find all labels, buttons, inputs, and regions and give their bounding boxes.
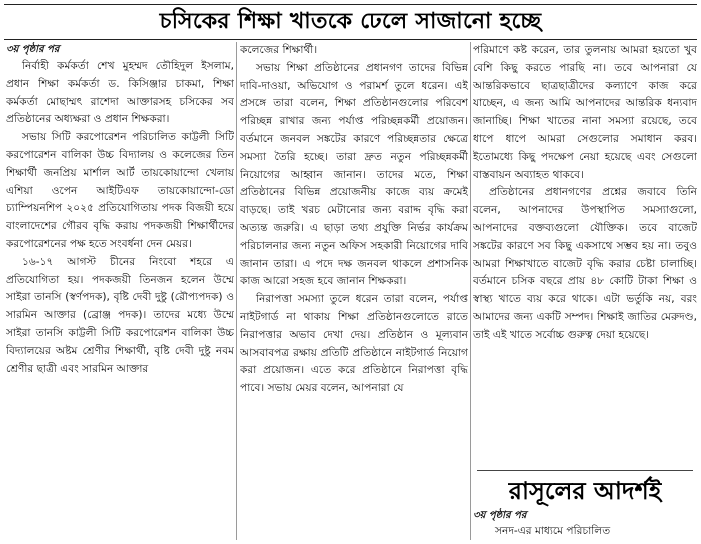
paragraph: ১৬-১৭ আগস্ট চীনের নিংবো শহরে এ প্রতিযোগিতা হয়। পদকজয়ী তিনজন হলেন উম্মে সাইরা তানসি (স্বর্ণপদক), বৃষ্টি দেবী দুষ্টু (রৌপ্যপদক) ও সারমিন আক্তার (ব্রোঞ্জ পদক)। তাদের মধ্যে উম্মে সাইরা তানসি কাট্টলী সিটি করপোরেশন বালিকা উচ্চ বিদ্যালয়ের অষ্টম শ্রেণীর শিক্ষার্থী, বৃষ্টি দেবী দুষ্টু নবম শ্রেণীর ছাত্রী এবং সারমিন আক্তার bbox=[6, 255, 234, 375]
headline-bar bbox=[4, 4, 697, 40]
sub-article-headline: রাসূলের আদর্শই bbox=[508, 477, 662, 505]
paragraph: নির্বাহী কর্মকর্তা শেখ মুহম্মদ তৌহিদুল ইসলাম, প্রধান শিক্ষা কর্মকর্তা ড. কিসিঞ্জার চাকমা, শিক্ষা কর্মকর্তা মোছাম্মৎ রাশেদা আক্তারসহ চসিকের সব প্রতিষ্ঠানের অধ্যক্ষরা ও প্রধান শিক্ষকরা। bbox=[6, 60, 234, 126]
continued-label: ৩য় পৃষ্ঠার পর bbox=[6, 44, 60, 55]
article-column-2 bbox=[240, 42, 468, 542]
column-divider bbox=[470, 42, 471, 540]
sub-article bbox=[473, 470, 697, 544]
sub-article-rule bbox=[477, 470, 693, 471]
paragraph: নিরাপত্তা সমস্যা তুলে ধরেন তারা বলেন, পর্যাপ্ত নাইটগার্ড না থাকায় শিক্ষা প্রতিষ্ঠানগুলোতে রাতে নিরাপত্তার অভাব দেখা দেয়। প্রতিষ্ঠান ও মূল্যবান আসবাবপত্র রক্ষায় প্রতিটি প্রতিষ্ঠানে নাইটগার্ড নিয়োগ করা প্রয়োজন। এতে করে প্রতিষ্ঠানে নিরাপত্তা বৃদ্ধি পাবে। সভায় মেয়র বলেন, আপনারা যে bbox=[240, 293, 468, 395]
paragraph: সভায় শিক্ষা প্রতিষ্ঠানের প্রধানগণ তাদের বিভিন্ন দাবি-দাওয়া, অভিযোগ ও পরামর্শ তুলে ধরেন। এই প্রসঙ্গে তারা বলেন, শিক্ষা প্রতিষ্ঠানগুলোর পরিবেশ পরিচ্ছন্ন রাখার জন্য পর্যাপ্ত পরিচ্ছন্নকর্মী প্রয়োজন। বর্তমানে জনবল সঙ্কটের কারণে পরিচ্ছন্নতার ক্ষেত্রে সমস্যা তৈরি হচ্ছে। তারা দ্রুত নতুন পরিচ্ছন্নকর্মী নিয়োগের আহ্বান জানান। তাদের মতে, শিক্ষা প্রতিষ্ঠানের বিভিন্ন প্রয়োজনীয় কাজে ব্যয় ক্রমেই বাড়ছে। তাই খরচ মেটানোর জন্য বরাদ্দ বৃদ্ধি করা অত্যন্ত জরুরি। এ ছাড়া তথ্য প্রযুক্তি নির্ভর কার্যক্রম পরিচালনার জন্য নতুন অফিস সহকারী নিয়োগের দাবি জানান তারা। এ পদে দক্ষ জনবল থাকলে প্রশাসনিক কাজ আরো সহজ হবে জানান শিক্ষকরা। bbox=[240, 61, 468, 288]
paragraph: প্রতিষ্ঠানের প্রধানগণের প্রশ্নের জবাবে তিনি বলেন, আপনাদের উপস্থাপিত সমস্যাগুলো, আপনাদের বক্তব্যগুলো যৌক্তিক। তবে বাজেট সঙ্কটের কারণে সব কিছু একসাথে সম্ভব হয় না। তবুও আমরা শিক্ষাখাতে বাজেট বৃদ্ধি করার চেষ্টা চালাচ্ছি। বর্তমানে চসিক বছরে প্রায় ৪৮ কোটি টাকা শিক্ষা ও স্বাস্থ্য খাতে ব্যয় করে থাকে। এটা ভর্তুকি নয়, বরং আমাদের জন্য একটি সম্পদ। শিক্ষাই জাতির মেরুদণ্ড, তাই এই খাতে সর্বোচ্চ গুরুত্ব দেয়া হয়েছে। bbox=[473, 186, 697, 341]
column-divider bbox=[236, 42, 237, 540]
paragraph: কলেজের শিক্ষার্থী। bbox=[240, 44, 318, 56]
paragraph: পরিমাণে কষ্ট করেন, তার তুলনায় আমরা হয়তো খুব বেশি কিছু করতে পারছি না। তবে আপনারা যে আন্তরিকভাবে ছাত্রছাত্রীদের কল্যাণে কাজ করে যাচ্ছেন, এ জন্য আমি আপনাদের আন্তরিক ধন্যবাদ জানাচ্ছি। শিক্ষা খাতের নানা সমস্যা রয়েছে, তবে ধাপে ধাপে আমরা সেগুলোর সমাধান করব। ইতোমধ্যে কিছু পদক্ষেপ নেয়া হয়েছে এবং সেগুলো বাস্তবায়ন অব্যাহত থাকবে। bbox=[473, 44, 697, 181]
article-column-3 bbox=[473, 42, 697, 466]
paragraph: সভায় সিটি করপোরেশন পরিচালিত কাট্টলী সিটি করপোরেশন বালিকা উচ্চ বিদ্যালয় ও কলেজের তিন শিক্ষার্থী জনপ্রিয় মার্শাল আর্ট তায়কোয়ান্দো খেলায় এশিয়া ওপেন আইটিএফ তায়কোয়ান্দো-ডো চ্যাম্পিয়নশিপ ২০২৫ প্রতিযোগিতায় পদক বিজয়ী হয়ে বাংলাদেশের গৌরব বৃদ্ধি করায় পদকজয়ী শিক্ষার্থীদের করপোরেশনের পক্ষ হতে সংবর্ধনা দেন মেয়র। bbox=[6, 131, 234, 250]
article-column-1 bbox=[6, 42, 234, 542]
sub-article-text: সনদ-এর মাধ্যমে পরিচালিত bbox=[495, 525, 611, 537]
sub-article-continued-label: ৩য় পৃষ্ঠার পর bbox=[473, 510, 527, 521]
headline: চসিকের শিক্ষা খাতকে ঢেলে সাজানো হচ্ছে bbox=[159, 9, 542, 34]
